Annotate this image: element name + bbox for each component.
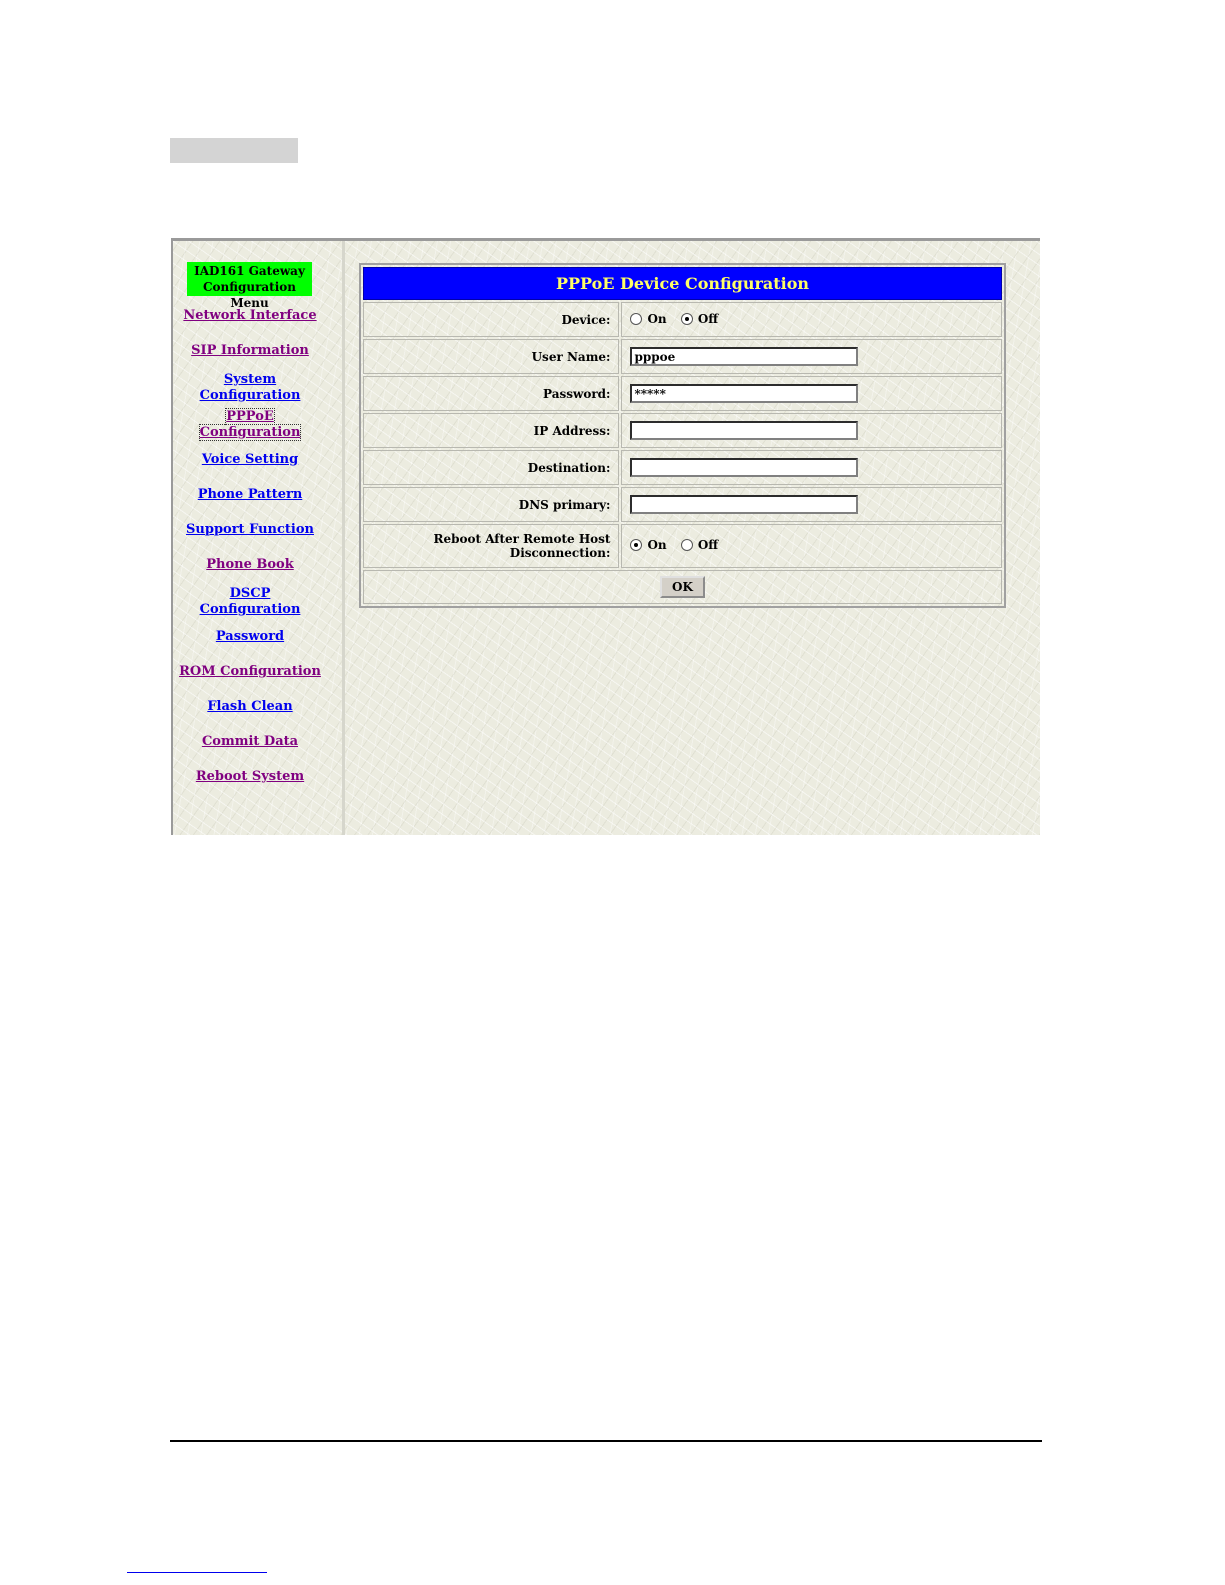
ip-address-label: IP Address: bbox=[363, 413, 619, 448]
reboot-label bbox=[363, 524, 619, 568]
device-on-option[interactable] bbox=[630, 312, 666, 326]
reboot-label-line1: Reboot After Remote Host bbox=[433, 532, 611, 546]
reboot-off-radio[interactable] bbox=[681, 539, 693, 551]
device-radio-group bbox=[621, 302, 1002, 337]
password-input[interactable] bbox=[630, 384, 858, 403]
ok-row bbox=[363, 570, 1002, 604]
reboot-on-option[interactable] bbox=[630, 538, 666, 552]
ip-address-input[interactable] bbox=[630, 421, 858, 440]
sidebar-item-phone-book[interactable]: Phone Book bbox=[206, 557, 294, 572]
main-content bbox=[359, 263, 1006, 608]
reboot-off-option[interactable] bbox=[681, 538, 718, 552]
menu-title-line1: IAD161 Gateway bbox=[194, 264, 305, 278]
password-label: Password: bbox=[363, 376, 619, 411]
sidebar-menu bbox=[173, 241, 345, 835]
reboot-label-line2: Disconnection: bbox=[509, 546, 611, 560]
device-label: Device: bbox=[363, 302, 619, 337]
destination-label: Destination: bbox=[363, 450, 619, 485]
destination-input[interactable] bbox=[630, 458, 858, 477]
sidebar-item-system-configuration[interactable]: System Configuration bbox=[199, 372, 301, 403]
sidebar-item-reboot-system[interactable]: Reboot System bbox=[195, 769, 305, 784]
device-off-label: Off bbox=[697, 311, 719, 326]
sidebar-item-support-function[interactable]: Support Function bbox=[186, 522, 314, 537]
sidebar-item-dscp-configuration[interactable]: DSCP Configuration bbox=[199, 586, 301, 617]
menu-title-line2: Configuration Menu bbox=[202, 280, 297, 310]
form-title: PPPoE Device Configuration bbox=[363, 267, 1002, 300]
sidebar-item-network-interface[interactable]: Network Interface bbox=[183, 308, 317, 323]
reboot-on-label: On bbox=[647, 538, 667, 552]
device-on-label: On bbox=[647, 311, 667, 326]
sidebar-item-pppoe-configuration[interactable]: PPPoE Configuration bbox=[199, 409, 301, 440]
sidebar-item-phone-pattern[interactable]: Phone Pattern bbox=[197, 487, 303, 502]
sidebar-item-password[interactable]: Password bbox=[215, 629, 285, 644]
reboot-radio-group bbox=[621, 524, 1002, 568]
ok-button[interactable]: OK bbox=[660, 576, 705, 598]
gray-header-box bbox=[170, 138, 298, 163]
device-off-option[interactable] bbox=[681, 312, 718, 326]
device-on-radio[interactable] bbox=[630, 313, 642, 325]
footer-link-underline bbox=[127, 1552, 267, 1573]
sidebar-item-rom-configuration[interactable]: ROM Configuration bbox=[179, 664, 321, 679]
pppoe-config-table bbox=[359, 263, 1006, 608]
sidebar-item-voice-setting[interactable]: Voice Setting bbox=[201, 452, 299, 467]
username-input[interactable] bbox=[630, 347, 858, 366]
browser-screenshot bbox=[171, 238, 1040, 835]
sidebar-item-commit-data[interactable]: Commit Data bbox=[201, 734, 299, 749]
dns-primary-input[interactable] bbox=[630, 495, 858, 514]
username-label: User Name: bbox=[363, 339, 619, 374]
dns-primary-label: DNS primary: bbox=[363, 487, 619, 522]
reboot-on-radio[interactable] bbox=[630, 539, 642, 551]
footer-rule bbox=[170, 1440, 1042, 1442]
menu-title bbox=[187, 262, 312, 310]
sidebar-item-sip-information[interactable]: SIP Information bbox=[191, 343, 309, 358]
sidebar-item-flash-clean[interactable]: Flash Clean bbox=[207, 699, 293, 714]
device-off-radio[interactable] bbox=[681, 313, 693, 325]
reboot-off-label: Off bbox=[697, 538, 719, 552]
